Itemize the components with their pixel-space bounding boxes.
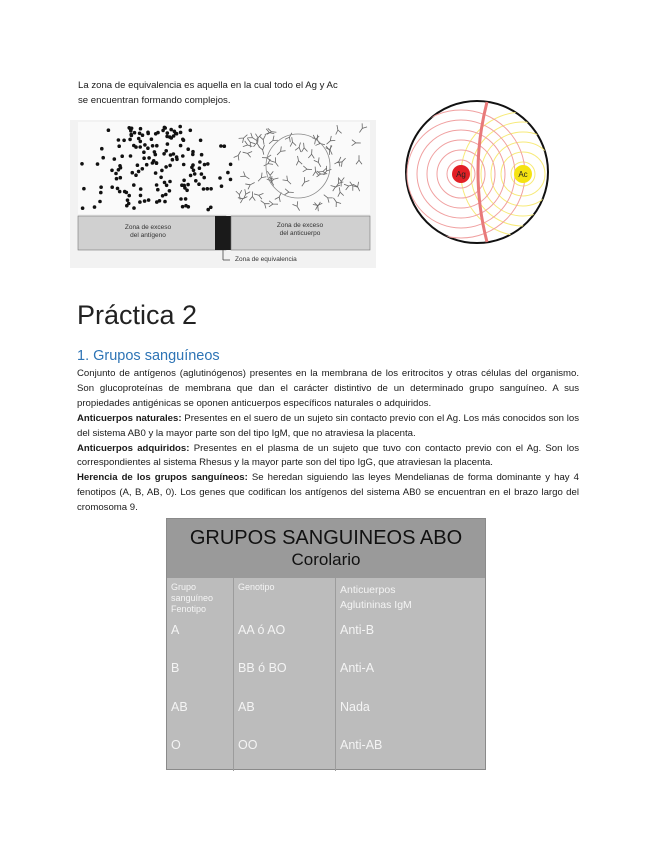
table-cell: BB ó BO: [238, 661, 287, 675]
antigen-dot: [139, 127, 143, 131]
antigen-dot: [117, 144, 121, 148]
antigen-dot: [165, 135, 169, 139]
ag-ac-diagram: [403, 92, 551, 250]
antigen-dot: [127, 194, 131, 198]
antigen-dot: [202, 187, 206, 191]
paragraph-acquired-antibodies: [77, 442, 579, 472]
antigen-dot: [99, 191, 103, 195]
antigen-dot: [206, 187, 210, 191]
antigen-dot: [164, 165, 168, 169]
antigen-dot: [200, 172, 204, 176]
antigen-dot: [160, 169, 164, 173]
antigen-dot: [219, 144, 223, 148]
antigen-dot: [200, 153, 204, 157]
antigen-dot: [206, 162, 210, 166]
antigen-dot: [107, 128, 111, 132]
antigen-dot: [229, 178, 233, 182]
blood-group-table: [166, 518, 486, 770]
antigen-dot: [136, 163, 140, 167]
antigen-dot: [156, 188, 160, 192]
antigen-dot: [179, 144, 183, 148]
antigen-dot: [117, 138, 121, 142]
antigen-dot: [185, 189, 189, 193]
antigen-dot: [191, 163, 195, 167]
antigen-dot: [143, 199, 147, 203]
antigen-dot: [118, 164, 122, 168]
antigen-dot: [198, 160, 202, 164]
text-natural-antibodies: Presentes en el suero de un sujeto sin contacto previo con el Ag. Los más conocidos son los del sistema AB0 y la mayor parte son del tipo IgM, que no atraviesa la placenta.: [77, 412, 579, 439]
antigen-dot: [146, 146, 150, 150]
antigen-dot: [142, 150, 146, 154]
antigen-dot: [181, 205, 185, 209]
header-antibodies: Anticuerpos Aglutininas IgM: [340, 584, 412, 611]
antigen-dot: [138, 200, 142, 204]
antigen-dot: [184, 204, 188, 208]
antigen-dot: [125, 191, 129, 195]
antigen-dot: [163, 126, 167, 130]
table-title: GRUPOS SANGUINEOS ABO: [189, 527, 463, 549]
antigen-dot: [155, 144, 159, 148]
antigen-dot: [164, 193, 168, 197]
antigen-dot: [137, 170, 141, 174]
equivalence-zone-figure: [70, 120, 376, 268]
antigen-dot: [189, 129, 193, 133]
text-acquired-antibodies: Presentes en el plasma de un sujeto que tuvo con contacto previo con el Ag. Son los correspondientes al sistema Rhesus y la mayor parte son del tipo IgG, que atraviesan la placenta.: [77, 442, 579, 469]
antigen-dot: [218, 176, 222, 180]
antigen-dot: [99, 185, 103, 189]
antigen-dot: [220, 184, 224, 188]
page-title: Práctica 2: [77, 300, 198, 330]
antigen-dot: [98, 200, 102, 204]
antigen-dot: [180, 183, 184, 187]
antigen-dot: [110, 185, 114, 189]
intro-text: [78, 78, 378, 108]
antigen-dot: [226, 171, 230, 175]
antigen-dot: [147, 156, 151, 160]
antigen-dot: [145, 163, 149, 167]
intro-line-1: La zona de equivalencia es aquella en la cual todo el Ag y Ac: [78, 80, 338, 91]
label-antibody-excess-1: Zona de exceso: [276, 222, 324, 229]
antigen-dot: [150, 137, 154, 141]
antigen-dot: [132, 206, 136, 210]
antigen-dot: [182, 138, 186, 142]
antigen-dot: [182, 163, 186, 167]
antigen-dot: [122, 139, 126, 143]
antigen-dot: [162, 152, 166, 156]
antigen-dot: [191, 150, 195, 154]
antigen-dot: [165, 184, 169, 188]
antigen-dot: [172, 134, 176, 138]
antigen-dot: [137, 137, 141, 141]
antigen-dot: [154, 132, 158, 136]
antigen-dot: [146, 131, 150, 135]
section-body: [77, 367, 579, 516]
antigen-dot: [175, 158, 179, 162]
antigen-dot: [96, 162, 100, 166]
antigen-dot: [154, 171, 158, 175]
antigen-dot: [155, 161, 159, 165]
antigen-dot: [131, 171, 135, 175]
table-cell: Anti-AB: [340, 738, 383, 752]
antigen-dot: [151, 144, 155, 148]
antigen-dot: [133, 131, 137, 135]
antigen-dot: [128, 127, 132, 131]
antigen-dot: [163, 181, 167, 185]
antigen-dot: [159, 176, 163, 180]
table-cell: Anti-B: [340, 623, 375, 637]
antigen-dot: [166, 131, 170, 135]
antigen-dot: [81, 206, 85, 210]
table-cell: AB: [238, 700, 255, 714]
antigen-dot: [189, 174, 193, 178]
label-equivalence-zone: Zona de equivalencia: [235, 256, 297, 263]
antigen-dot: [168, 180, 172, 184]
antigen-dot: [116, 187, 120, 191]
antigen-dot: [161, 194, 165, 198]
antigen-dot: [199, 139, 203, 143]
antigen-dot: [163, 200, 167, 204]
antigen-dot: [186, 147, 190, 151]
antigen-dot: [168, 164, 172, 168]
term-inheritance: Herencia de los grupos sanguíneos:: [77, 472, 248, 484]
label-antibody-excess-2: del anticuerpo: [279, 230, 321, 237]
antigen-dot: [169, 153, 173, 157]
antigen-dot: [80, 162, 84, 166]
antigen-dot: [194, 179, 198, 183]
paragraph-natural-antibodies: [77, 412, 579, 442]
antigen-dot: [126, 198, 130, 202]
column-divider: [233, 578, 234, 771]
antigen-dot: [114, 172, 118, 176]
antigen-dot: [158, 199, 162, 203]
antigen-dot: [118, 190, 122, 194]
section-heading: 1. Grupos sanguíneos: [77, 348, 220, 364]
antigen-dot: [115, 177, 119, 181]
header-genotype: Genotipo: [238, 582, 275, 592]
label-antigen-excess-2: del antígeno: [130, 232, 166, 239]
antigen-dot: [110, 169, 114, 173]
antigen-dot: [113, 157, 117, 161]
antigen-dot: [175, 132, 179, 136]
antigen-dot: [134, 145, 138, 149]
antigen-dot: [101, 156, 105, 160]
antigen-dot: [178, 125, 182, 129]
antigen-dot: [142, 156, 146, 160]
antigen-dot: [198, 166, 202, 170]
antigen-dot: [129, 154, 133, 158]
paragraph-inheritance: [77, 471, 579, 516]
antigen-dot: [206, 208, 210, 212]
antigen-dot: [155, 183, 159, 187]
antigen-dot: [182, 179, 186, 183]
antigen-dot: [139, 187, 143, 191]
equivalence-zone-diagram: [70, 120, 376, 268]
paragraph-definition: Conjunto de antígenos (aglutinógenos) presentes en la membrana de los eritrocitos y otras células del organismo. Son glucoproteínas de membrana que dan el carácter distintivo de un determinado grupo sanguíneo. A sus propiedades antigénicas se oponen anticuerpos específicos naturales o adquiridos.: [77, 368, 579, 409]
ag-label: Ag: [456, 170, 466, 179]
ac-label: Ac: [518, 170, 528, 179]
antigen-dot: [129, 133, 133, 137]
table-cell: Anti-A: [340, 661, 375, 675]
table-cell: OO: [238, 738, 258, 752]
antigen-dot: [193, 172, 197, 176]
antigen-dot: [132, 183, 136, 187]
antigen-dot: [229, 163, 233, 167]
table-cell: AA ó AO: [238, 623, 286, 637]
table-cell: B: [171, 661, 180, 675]
table-cell: A: [171, 623, 180, 637]
table-cell: O: [171, 738, 181, 752]
antigen-dot: [134, 173, 138, 177]
text-inheritance: Se heredan siguiendo las leyes Mendelianas de forma dominante y hay 4 fenotipos (A, B, AB, 0). Los genes que codifican los antígenos del sistema AB0 se encuentran en el brazo largo del cromosoma 9.: [77, 472, 579, 514]
antigen-dot: [186, 183, 190, 187]
antigen-dot: [168, 189, 172, 193]
antigen-dot: [128, 138, 132, 142]
antigen-dot: [119, 176, 123, 180]
term-natural-antibodies: Anticuerpos naturales:: [77, 412, 182, 424]
label-antigen-excess-1: Zona de exceso: [124, 224, 172, 231]
antigen-dot: [209, 187, 213, 191]
antigen-dot: [192, 169, 196, 173]
antigen-dot: [147, 198, 151, 202]
table-cell: Nada: [340, 700, 370, 714]
antigen-dot: [143, 143, 147, 147]
antigen-dot: [203, 163, 207, 167]
antigen-dot: [197, 182, 201, 186]
intro-line-2: se encuentran formando complejos.: [78, 95, 231, 106]
antigen-dot: [166, 142, 170, 146]
antigen-dot: [154, 153, 158, 157]
antigen-dot: [169, 128, 173, 132]
antigen-dot: [82, 187, 86, 191]
antigen-dot: [179, 197, 183, 201]
antigen-dot: [181, 154, 185, 158]
ag-ac-diffusion-figure: [403, 92, 551, 250]
antigen-dot: [171, 158, 175, 162]
column-divider: [335, 578, 336, 771]
antigen-dot: [138, 132, 142, 136]
term-acquired-antibodies: Anticuerpos adquiridos:: [77, 442, 190, 454]
antigen-dot: [202, 176, 206, 180]
antigen-dot: [141, 167, 145, 171]
antigen-dot: [151, 161, 155, 165]
table-title-block: [167, 519, 485, 578]
antigen-dot: [120, 154, 124, 158]
antigen-dot: [138, 145, 142, 149]
antigen-dot: [127, 202, 131, 206]
antigen-dot: [223, 144, 227, 148]
antigen-dot: [139, 194, 143, 198]
antigen-dot: [184, 197, 188, 201]
antigen-dot: [179, 131, 183, 135]
header-phenotype: Grupo sanguíneo Fenotipo: [171, 582, 214, 614]
table-subtitle: Corolario: [291, 550, 361, 569]
table-cell: AB: [171, 700, 188, 714]
antigen-dot: [93, 205, 97, 209]
antigen-dot: [100, 147, 104, 151]
antigen-dot: [164, 149, 168, 153]
